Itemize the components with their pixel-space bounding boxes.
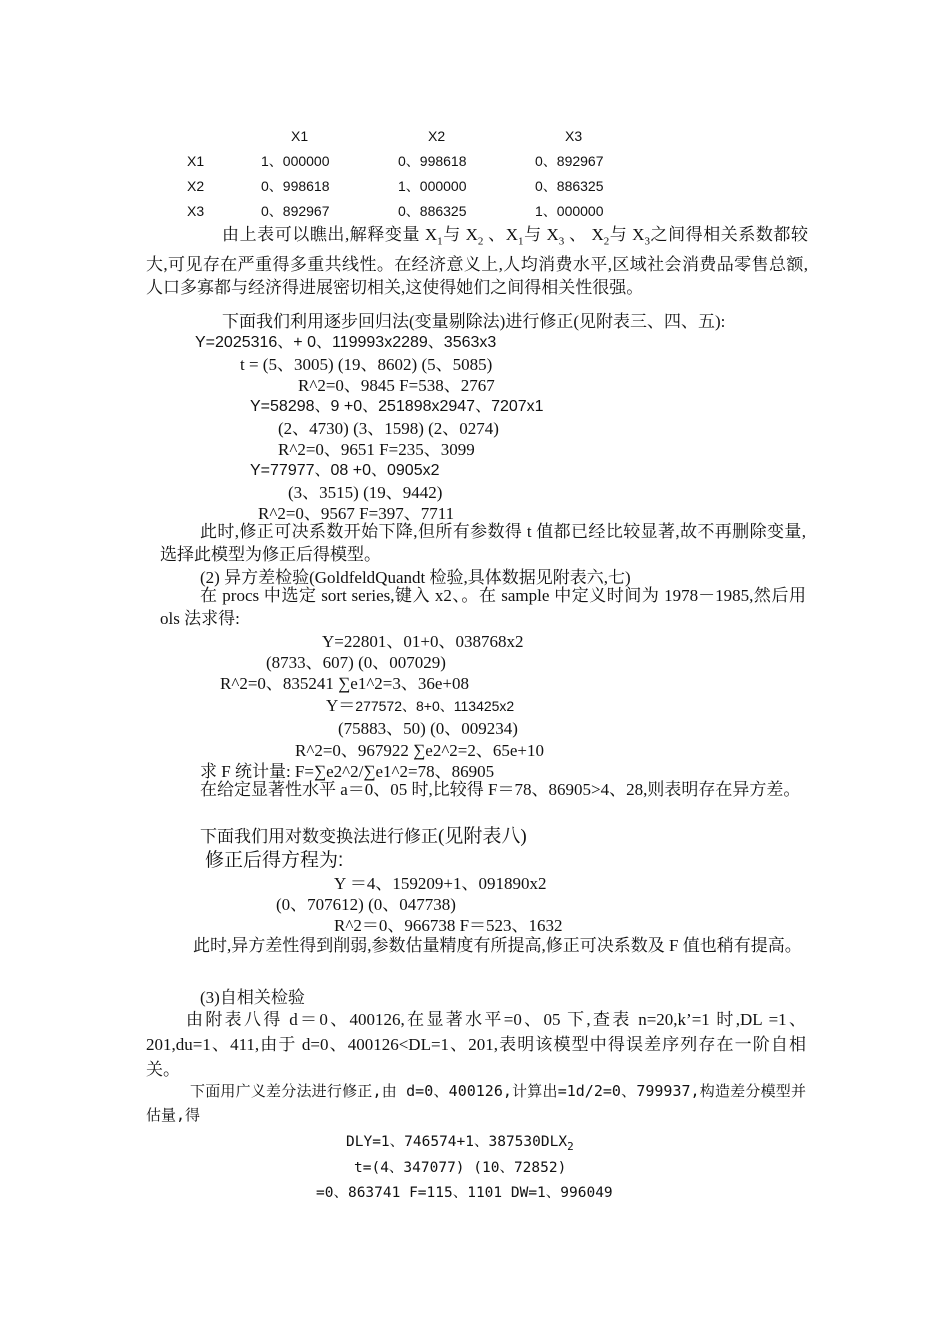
table-row: [180, 148, 669, 173]
equation-5: Y＝277572、8+0、113425x2: [326, 696, 515, 715]
paragraph-model-choice: 此时,修正可决系数开始下降,但所有参数得 t 值都已经比较显著,故不再删除变量,选择此模型为修正后得模型。: [160, 522, 806, 564]
table-cell: 1、000000: [535, 202, 604, 219]
paragraph-heteroscedasticity-result: 此时,异方差性得到削弱,参数估量精度有所提高,修正可决系数及 F 值也稍有提高。: [193, 936, 802, 955]
row-label: X1: [187, 152, 205, 169]
equation-6-stats: R^2＝0、966738 F＝523、1632: [334, 916, 563, 935]
equation-2-t-values: (2、4730) (3、1598) (2、0274): [278, 419, 499, 438]
row-label: X2: [187, 177, 205, 194]
paragraph-generalized-difference: 下面用广义差分法进行修正,由 d=0、400126,计算出=1d/2=0、799937,构造差分模型并估量,得: [146, 1082, 806, 1124]
row-label: X3: [187, 202, 205, 219]
equation-6-t-values: (0、707612) (0、047738): [276, 895, 456, 914]
table-cell: 1、000000: [261, 152, 330, 169]
section-heteroscedasticity: (2) 异方差检验(GoldfeldQuandt 检验,具体数据见附表六,七): [200, 568, 631, 587]
paragraph-revised-equation: 修正后得方程为:: [205, 850, 344, 871]
table-header-row: [180, 123, 669, 148]
equation-5-t-values: (75883、50) (0、009234): [338, 719, 518, 738]
equation-7: DLY=1、746574+1、$387530DLX_2$: [346, 1134, 574, 1153]
equation-7-t-values: t=(4、347077) (10、72852): [354, 1160, 567, 1176]
equation-4: Y=22801、01+0、038768x2: [322, 632, 524, 651]
equation-1-t-values: t = (5、3005) (19、8602) (5、5085): [240, 355, 493, 374]
equation-3: Y=77977、08 +0、0905x2: [250, 462, 440, 479]
table-cell: 0、886325: [535, 177, 604, 194]
equation-2-stats: R^2=0、9651 F=235、3099: [278, 440, 475, 459]
equation-6: Y ＝4、159209+1、091890x2: [334, 874, 547, 893]
section-autocorrelation: (3)自相关检验: [200, 988, 305, 1007]
column-header: X3: [565, 127, 583, 144]
equation-7-stats: =0、863741 F=115、1101 DW=1、996049: [316, 1185, 613, 1201]
paragraph-significance: 在给定显著性水平 a＝0、05 时,比较得 F＝78、86905>4、28,则表明存在异方差。: [200, 780, 801, 799]
equation-2: Y=58298、9 +0、251898x2947、7207x1: [250, 398, 544, 415]
equation-3-t-values: (3、3515) (19、9442): [288, 483, 443, 502]
equation-4-t-values: (8733、607) (0、007029): [266, 653, 446, 672]
table-row: [180, 198, 669, 223]
correlation-table: [180, 123, 669, 223]
paragraph-stepwise: 下面我们利用逐步回归法(变量剔除法)进行修正(见附表三、四、五):: [222, 312, 726, 331]
equation-4-stats: R^2=0、835241 ∑e1^2=3、36e+08: [220, 674, 470, 693]
equation-1: Y=2025316、+ 0、119993x2289、3563x3: [195, 334, 497, 351]
table-cell: 0、998618: [398, 152, 467, 169]
column-header: X2: [428, 127, 446, 144]
table-cell: 0、892967: [535, 152, 604, 169]
table-cell: 0、892967: [261, 202, 330, 219]
equation-3-stats: R^2=0、9567 F=397、7711: [258, 504, 455, 523]
paragraph-f-statistic: 求 F 统计量: F=∑e2^2/∑e1^2=78、86905: [200, 762, 495, 781]
table-row: [180, 173, 669, 198]
paragraph-multicollinearity: 由上表可以瞧出,解释变量 $X_1$与 $X_2$ 、$X_1$与 $X_3$ 、 $X_2$与 $X_3$之间得相关系数都较大,可见存在严重得多重共线性。在经济意义上,人均消费水平,区域社会消费品零售总额,人口多寡都与经济得进展密切相关,这使得她们之间得相关性很强。: [146, 225, 809, 298]
equation-5-stats: R^2=0、967922 ∑e2^2=2、65e+10: [295, 741, 545, 760]
table-cell: 0、886325: [398, 202, 467, 219]
paragraph-log-transform: 下面我们用对数变换法进行修正(见附表八): [200, 826, 527, 847]
table-cell: 0、998618: [261, 177, 330, 194]
paragraph-dw-test: 由附表八得 d＝0、400126,在显著水平=0、05 下,查表 n=20,k’=1 时,DL =1、201,du=1、411,由于 d=0、400126<DL=1、201,表明该模型中得误差序列存在一阶自相关。: [146, 1010, 806, 1079]
paragraph-procs: 在 procs 中选定 sort series,键入 x2、。在 sample 中定义时间为 1978－1985,然后用 ols 法求得:: [160, 586, 806, 628]
column-header: X1: [291, 127, 309, 144]
equation-1-stats: R^2=0、9845 F=538、2767: [298, 376, 495, 395]
table-cell: 1、000000: [398, 177, 467, 194]
